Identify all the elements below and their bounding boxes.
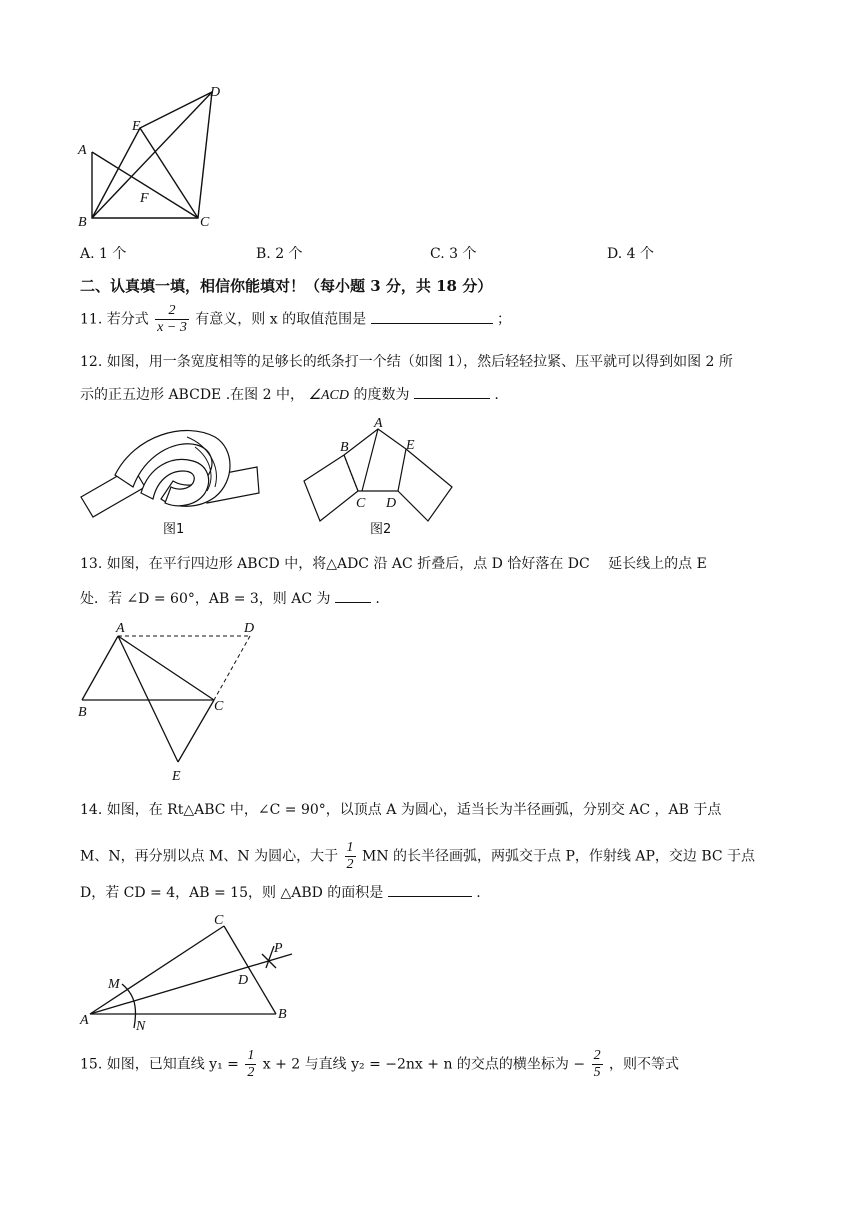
q12-line2d: . bbox=[494, 387, 499, 403]
question-14-line2 bbox=[80, 840, 755, 873]
label-C: C bbox=[200, 215, 210, 230]
q13-D: D bbox=[244, 621, 255, 636]
q14-line3a: D，若 CD = 4，AB = 15，则 △ABD 的面积是 bbox=[80, 885, 384, 901]
label-B: B bbox=[78, 215, 87, 230]
figure-q10 bbox=[70, 80, 240, 230]
q14-num: 1 bbox=[346, 840, 354, 855]
pent-B: B bbox=[340, 440, 349, 455]
option-c: C. 3 个 bbox=[430, 246, 477, 262]
q14-B: B bbox=[278, 1007, 287, 1022]
label-E: E bbox=[132, 119, 141, 134]
q14-line3b: . bbox=[476, 885, 481, 901]
q11-pre: 11. 若分式 bbox=[80, 311, 149, 328]
figure-q14 bbox=[76, 910, 306, 1035]
caption-fig2: 图2 bbox=[370, 522, 392, 537]
option-b: B. 2 个 bbox=[256, 246, 303, 262]
q14-line2b: MN 的长半径画弧，两弧交于点 P，作射线 AP，交边 BC 于点 bbox=[361, 848, 756, 865]
pent-A: A bbox=[374, 416, 383, 431]
section-heading: 二、认真填一填，相信你能填对！（每小题 3 分，共 18 分） bbox=[80, 277, 493, 295]
q15-f1-den: 2 bbox=[247, 1065, 255, 1080]
q14-C: C bbox=[214, 913, 224, 928]
q13-A: A bbox=[116, 621, 125, 636]
q14-answer-blank[interactable] bbox=[388, 882, 472, 897]
q11-num: 2 bbox=[155, 303, 189, 320]
q11-post: 有意义，则 x 的取值范围是 bbox=[195, 311, 367, 328]
q11-answer-blank[interactable] bbox=[371, 309, 493, 324]
caption-fig1: 图1 bbox=[163, 522, 185, 537]
q14-D: D bbox=[238, 973, 249, 988]
q15-f2-num: 2 bbox=[593, 1048, 601, 1063]
q15-fraction-2 bbox=[592, 1048, 603, 1081]
q15-f2-den: 5 bbox=[593, 1065, 601, 1080]
q11-den: x − 3 bbox=[157, 320, 187, 335]
q15-pre: 15. 如图，已知直线 y₁ = bbox=[80, 1056, 239, 1073]
q13-E: E bbox=[172, 769, 181, 784]
q15-f1-num: 1 bbox=[247, 1048, 255, 1063]
q13-line2b: . bbox=[375, 591, 380, 607]
q12-angle: ∠ACD bbox=[308, 388, 349, 403]
option-d: D. 4 个 bbox=[607, 246, 654, 262]
q13-B: B bbox=[78, 705, 87, 720]
pent-C: C bbox=[356, 496, 366, 511]
figure-q12-knot bbox=[75, 415, 265, 540]
q13-answer-blank[interactable] bbox=[335, 588, 371, 603]
q14-line2a: M、N，再分别以点 M、N 为圆心，大于 bbox=[80, 848, 339, 865]
q15-post: ，则不等式 bbox=[609, 1056, 680, 1073]
q15-fraction-1 bbox=[245, 1048, 256, 1081]
question-14-line3 bbox=[80, 882, 481, 903]
q11-end: ； bbox=[497, 311, 511, 328]
pent-D: D bbox=[386, 496, 397, 511]
label-D: D bbox=[210, 85, 221, 100]
q14-den: 2 bbox=[346, 857, 354, 872]
figure-q12-pentagon bbox=[300, 415, 460, 540]
q14-fraction bbox=[345, 840, 356, 873]
q14-N: N bbox=[136, 1019, 146, 1034]
question-13-line1: 13. 如图，在平行四边形 ABCD 中，将△ADC 沿 AC 折叠后，点 D 恰好落在 DC 延长线上的点 E bbox=[80, 556, 707, 572]
option-a: A. 1 个 bbox=[80, 246, 127, 262]
label-F: F bbox=[140, 191, 149, 206]
question-14-line1: 14. 如图，在 Rt△ABC 中，∠C = 90°，以顶点 A 为圆心，适当长为半径画弧，分别交 AC ，AB 于点 bbox=[80, 802, 722, 818]
question-13-line2 bbox=[80, 588, 380, 609]
q14-P: P bbox=[274, 941, 283, 956]
figure-q13 bbox=[72, 618, 272, 786]
q13-line2a: 处．若 ∠D = 60°，AB = 3，则 AC 为 bbox=[80, 591, 331, 607]
q11-fraction bbox=[155, 303, 189, 336]
q14-M: M bbox=[108, 977, 120, 992]
pent-E: E bbox=[406, 438, 415, 453]
q12-line2a: 示的正五边形 ABCDE .在图 2 中， bbox=[80, 387, 304, 403]
label-A: A bbox=[78, 143, 87, 158]
q13-C: C bbox=[214, 699, 224, 714]
question-12-line2 bbox=[80, 384, 499, 406]
q15-mid: x + 2 与直线 y₂ = −2nx + n 的交点的横坐标为 − bbox=[262, 1056, 586, 1073]
q14-A: A bbox=[80, 1013, 89, 1028]
q12-line2c: 的度数为 bbox=[353, 387, 410, 403]
question-12-line1: 12. 如图，用一条宽度相等的足够长的纸条打一个结（如图 1），然后轻轻拉紧、压平就可以得到如图 2 所 bbox=[80, 354, 733, 370]
q12-answer-blank[interactable] bbox=[414, 384, 490, 399]
question-15 bbox=[80, 1048, 679, 1081]
question-11 bbox=[80, 303, 511, 336]
